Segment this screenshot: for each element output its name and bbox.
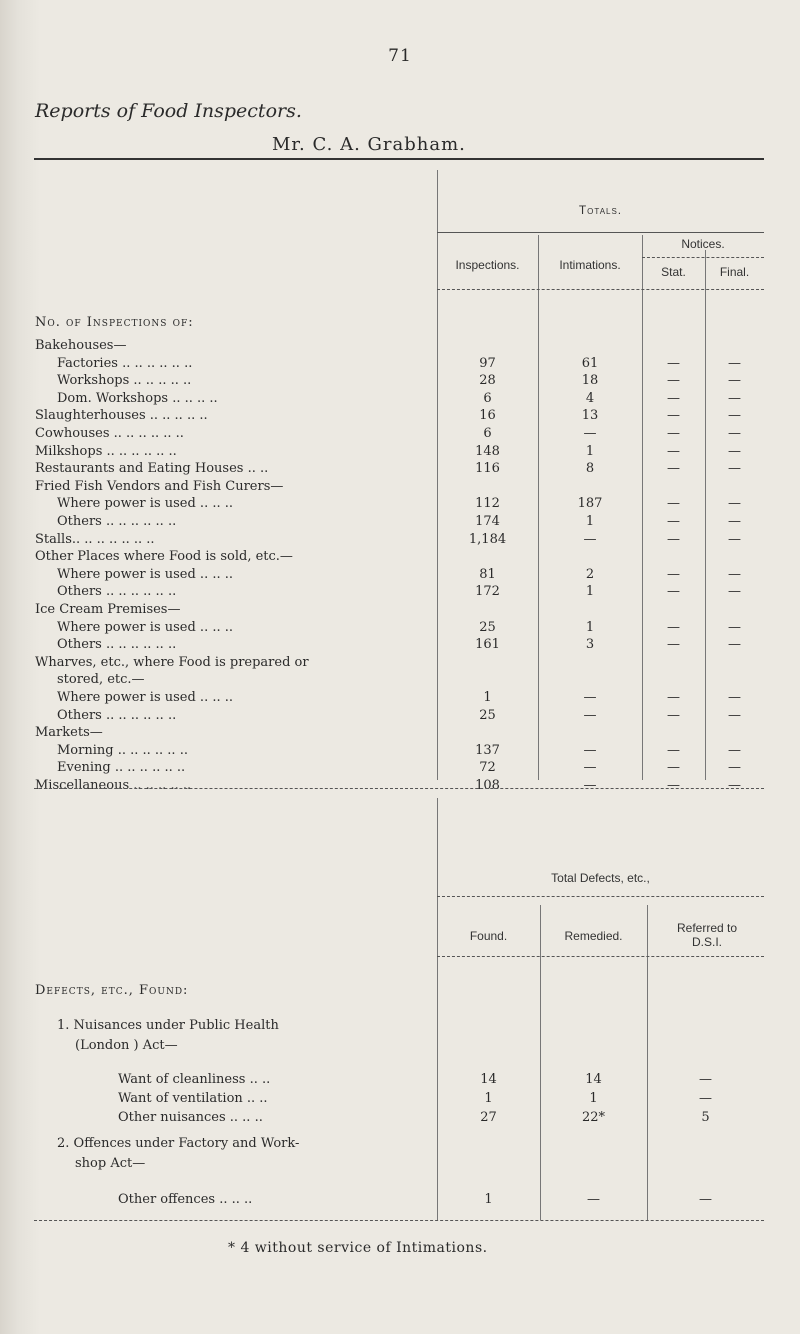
section-title: Reports of Food Inspectors. (35, 100, 302, 122)
inspections-cell: 97 (479, 355, 496, 371)
row-label: Morning .. .. .. .. .. .. (57, 742, 188, 758)
notices-header: Notices. (681, 237, 725, 251)
table-row (0, 1072, 800, 1089)
row-label: Other Places where Food is sold, etc.— (35, 549, 293, 565)
row-label: Slaughterhouses .. .. .. .. .. (35, 408, 208, 424)
row-label: Others .. .. .. .. .. .. (57, 707, 177, 723)
item2-heading-line2: shop Act— (75, 1156, 146, 1171)
row-label: Want of cleanliness .. .. (118, 1072, 271, 1087)
intimations-cell: 1 (585, 584, 595, 600)
stat-notice-cell: — (667, 531, 680, 547)
remedied-cell: 14 (585, 1072, 602, 1087)
table-row (0, 496, 800, 513)
row-label: Factories .. .. .. .. .. .. (57, 355, 193, 371)
final-column-header: Final. (719, 265, 750, 279)
stat-notice-cell: — (667, 760, 680, 776)
inspections-column-header: Inspections. (455, 258, 520, 272)
intimations-cell: 13 (581, 408, 599, 424)
inspections-cell: 6 (483, 390, 492, 406)
inspections-section-heading: No. of Inspections of: (35, 315, 194, 330)
referred-cell: — (699, 1192, 712, 1207)
table-row (0, 655, 800, 672)
row-label: Workshops .. .. .. .. .. (57, 373, 192, 389)
final-notice-cell: — (728, 566, 741, 582)
remedied-cell: — (587, 1192, 600, 1207)
found-cell: 14 (480, 1072, 497, 1087)
inspections-cell: 28 (479, 373, 496, 389)
table-row (0, 1192, 800, 1209)
stat-column-header: Stat. (661, 265, 686, 279)
intimations-cell: 1 (585, 514, 595, 529)
top-rule (34, 158, 764, 160)
final-notice-cell: — (728, 619, 741, 635)
stat-notice-cell: — (667, 619, 680, 635)
final-notice-cell: — (728, 496, 741, 512)
table-row (0, 584, 800, 601)
row-label: Other offences .. .. .. (118, 1192, 253, 1207)
inspections-cell: 16 (479, 408, 496, 424)
table-row (0, 549, 800, 566)
table-row (0, 743, 800, 760)
item2-heading-line1: 2. Offences under Factory and Work- (57, 1136, 300, 1151)
final-notice-cell: — (728, 514, 741, 529)
referred-cell: — (699, 1091, 712, 1106)
inspections-cell: 6 (483, 426, 492, 441)
table-row (0, 479, 800, 496)
stat-notice-cell: — (667, 408, 680, 424)
intimations-cell: 187 (577, 496, 603, 512)
final-notice-cell: — (728, 690, 741, 705)
intimations-cell: 8 (585, 461, 595, 477)
referred-cell: 5 (701, 1110, 710, 1125)
intimations-cell: 1 (585, 619, 595, 635)
final-notice-cell: — (728, 461, 741, 477)
stat-notice-cell: — (667, 690, 680, 705)
intimations-cell: 2 (585, 566, 595, 582)
table-row (0, 672, 800, 689)
table-row (0, 690, 800, 707)
final-notice-cell: — (728, 443, 741, 459)
row-label: Want of ventilation .. .. (118, 1091, 268, 1106)
stat-notice-cell: — (667, 390, 680, 406)
inspections-cell: 174 (475, 514, 500, 529)
row-label: Dom. Workshops .. .. .. .. (57, 390, 218, 406)
row-label: Where power is used .. .. .. (57, 566, 233, 582)
row-label: Ice Cream Premises— (35, 602, 181, 617)
inspections-cell: 172 (475, 584, 500, 600)
found-cell: 27 (480, 1110, 497, 1125)
inspections-cell: 148 (475, 443, 500, 459)
table-row (0, 408, 800, 425)
table-row (0, 1110, 800, 1127)
final-notice-cell: — (728, 373, 741, 389)
final-notice-cell: — (728, 426, 741, 441)
table-row (0, 391, 800, 408)
intimations-cell: — (583, 531, 597, 547)
intimations-cell: — (583, 707, 597, 723)
final-notice-cell: — (728, 584, 741, 600)
final-notice-cell: — (728, 531, 741, 547)
table-row (0, 602, 800, 619)
final-notice-cell: — (728, 355, 741, 371)
stat-notice-cell: — (667, 443, 680, 459)
row-label: stored, etc.— (57, 672, 145, 688)
remedied-cell: 22* (581, 1110, 606, 1125)
intimations-cell: — (583, 742, 597, 758)
total-defects-header: Total Defects, etc., (551, 871, 650, 885)
intimations-cell: 1 (585, 443, 595, 459)
intimations-cell: 61 (581, 355, 599, 371)
inspections-cell: 25 (479, 619, 496, 635)
inspector-name: Mr. C. A. Grabham. (272, 134, 466, 155)
stat-notice-cell: — (667, 584, 680, 600)
row-label: Others .. .. .. .. .. .. (57, 637, 177, 653)
table-row (0, 725, 800, 742)
defects-section-heading: Defects, etc., Found: (35, 983, 189, 998)
table-row (0, 444, 800, 461)
intimations-cell: 3 (585, 637, 595, 653)
intimations-column-header: Intimations. (559, 258, 621, 272)
final-notice-cell: — (728, 408, 741, 424)
remedied-cell: 1 (589, 1091, 598, 1106)
inspections-cell: 112 (475, 496, 500, 512)
row-label: Where power is used .. .. .. (57, 690, 233, 705)
row-label: Others .. .. .. .. .. .. (57, 584, 177, 600)
table-row (0, 338, 800, 355)
row-label: Fried Fish Vendors and Fish Curers— (35, 478, 284, 494)
inspections-cell: 25 (479, 707, 496, 723)
remedied-column-header: Remedied. (564, 929, 623, 943)
referred-cell: — (699, 1072, 712, 1087)
row-label: Stalls.. .. .. .. .. .. .. (35, 531, 155, 547)
final-notice-cell: — (728, 637, 741, 653)
found-column-header: Found. (469, 929, 508, 943)
table-row (0, 1091, 800, 1108)
final-notice-cell: — (728, 760, 741, 776)
row-label: Wharves, etc., where Food is prepared or (35, 654, 309, 670)
row-label: Bakehouses— (35, 338, 127, 353)
item1-heading-line2: (London ) Act— (75, 1038, 178, 1053)
intimations-cell: — (583, 426, 597, 441)
intimations-cell: 4 (585, 390, 595, 406)
footnote: * 4 without service of Intimations. (228, 1240, 488, 1256)
intimations-cell: 18 (581, 373, 599, 389)
referred-column-header: Referred to D.S.I. (676, 921, 738, 949)
stat-notice-cell: — (667, 637, 680, 653)
page-number: 71 (388, 46, 412, 66)
totals-header: Totals. (578, 203, 623, 217)
table-row (0, 708, 800, 725)
inspections-cell: 1,184 (468, 531, 507, 547)
inspections-cell: 81 (479, 566, 496, 582)
stat-notice-cell: — (667, 461, 680, 477)
intimations-cell: — (583, 760, 597, 776)
table-row (0, 620, 800, 637)
found-cell: 1 (484, 1091, 493, 1106)
row-label: Milkshops .. .. .. .. .. .. (35, 443, 177, 459)
table-row (0, 778, 800, 795)
table-row (0, 637, 800, 654)
row-label: Where power is used .. .. .. (57, 619, 233, 635)
stat-notice-cell: — (667, 355, 680, 371)
table-row (0, 356, 800, 373)
inspections-cell: 137 (475, 742, 500, 758)
inspections-cell: 1 (483, 690, 492, 705)
row-label: Others .. .. .. .. .. .. (57, 514, 177, 529)
inspections-cell: 108 (475, 778, 500, 793)
intimations-cell: — (583, 778, 597, 793)
table-row (0, 760, 800, 777)
row-label: Where power is used .. .. .. (57, 496, 233, 512)
final-notice-cell: — (728, 707, 741, 723)
stat-notice-cell: — (667, 373, 680, 389)
item1-heading-line1: 1. Nuisances under Public Health (57, 1018, 279, 1033)
row-label: Cowhouses .. .. .. .. .. .. (35, 426, 184, 441)
table-row (0, 461, 800, 478)
row-label: Other nuisances .. .. .. (118, 1110, 263, 1125)
intimations-cell: — (583, 690, 597, 705)
table-row (0, 567, 800, 584)
inspections-cell: 72 (479, 760, 496, 776)
found-cell: 1 (484, 1192, 493, 1207)
table-row (0, 373, 800, 390)
inspections-cell: 161 (475, 637, 500, 653)
stat-notice-cell: — (667, 514, 680, 529)
inspections-cell: 116 (475, 461, 500, 477)
final-notice-cell: — (728, 390, 741, 406)
row-label: Miscellaneous .. .. .. .. .. (35, 778, 192, 793)
stat-notice-cell: — (667, 707, 680, 723)
stat-notice-cell: — (667, 778, 680, 793)
stat-notice-cell: — (667, 426, 680, 441)
table-row (0, 426, 800, 443)
row-label: Restaurants and Eating Houses .. .. (35, 461, 269, 477)
row-label: Markets— (35, 725, 103, 741)
stat-notice-cell: — (667, 742, 680, 758)
row-label: Evening .. .. .. .. .. .. (57, 760, 186, 776)
stat-notice-cell: — (667, 566, 680, 582)
table-row (0, 532, 800, 549)
final-notice-cell: — (728, 778, 741, 793)
stat-notice-cell: — (667, 496, 680, 512)
final-notice-cell: — (728, 742, 741, 758)
table-row (0, 514, 800, 531)
